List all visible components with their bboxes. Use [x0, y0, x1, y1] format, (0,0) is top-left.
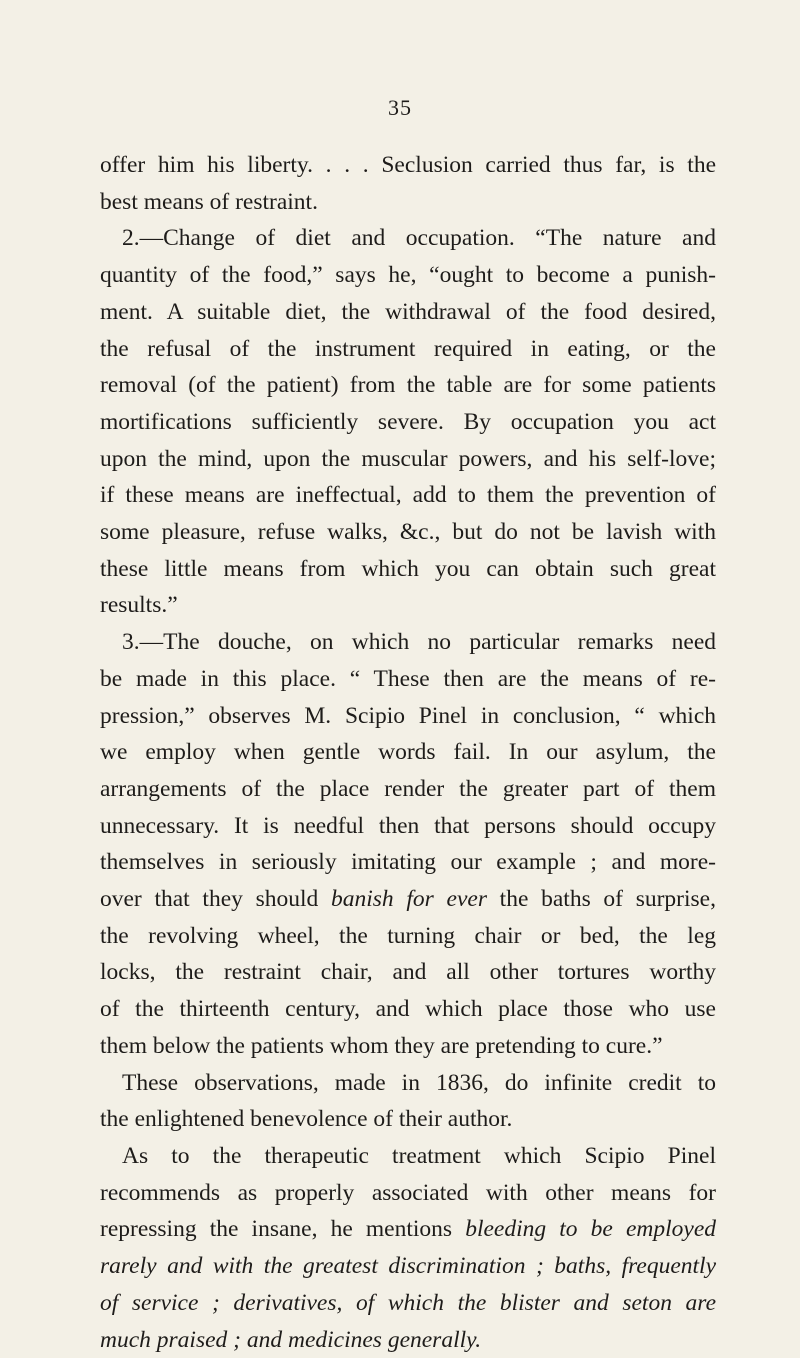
text-line: As to the therapeutic treatment which Scipio Pinel: [100, 1138, 716, 1175]
text-line: best means of restraint.: [100, 184, 716, 221]
page-number: 35: [0, 95, 800, 121]
text-line: themselves in seriously imitating our example ; and more-: [100, 844, 716, 881]
text-line: over that they should banish for ever the baths of surprise,: [100, 881, 716, 918]
text-line: These observations, made in 1836, do infinite credit to: [100, 1065, 716, 1102]
text-line: these little means from which you can obtain such great: [100, 551, 716, 588]
text-line: results.”: [100, 587, 716, 624]
text-line: upon the mind, upon the muscular powers, and his self-love;: [100, 441, 716, 478]
text-line: we employ when gentle words fail. In our asylum, the: [100, 734, 716, 771]
text-line: much praised ; and medicines generally.: [100, 1322, 716, 1358]
text-line: ment. A suitable diet, the withdrawal of the food desired,: [100, 294, 716, 331]
text-line: rarely and with the greatest discrimination ; baths, frequently: [100, 1248, 716, 1285]
text-line: unnecessary. It is needful then that persons should occupy: [100, 808, 716, 845]
page-body: [100, 147, 716, 1358]
text-line: arrangements of the place render the greater part of them: [100, 771, 716, 808]
text-line: removal (of the patient) from the table are for some patients: [100, 367, 716, 404]
text-line: 3.—The douche, on which no particular remarks need: [100, 624, 716, 661]
text-line: repressing the insane, he mentions bleeding to be employed: [100, 1211, 716, 1248]
text-line: if these means are ineffectual, add to them the prevention of: [100, 477, 716, 514]
text-line: some pleasure, refuse walks, &c., but do not be lavish with: [100, 514, 716, 551]
text-line: 2.—Change of diet and occupation. “The nature and: [100, 220, 716, 257]
text-line: the revolving wheel, the turning chair or bed, the leg: [100, 918, 716, 955]
text-line: the refusal of the instrument required in eating, or the: [100, 331, 716, 368]
text-line: of service ; derivatives, of which the blister and seton are: [100, 1285, 716, 1322]
text-line: locks, the restraint chair, and all other tortures worthy: [100, 954, 716, 991]
text-line: quantity of the food,” says he, “ought to become a punish-: [100, 257, 716, 294]
text-line: mortifications sufficiently severe. By occupation you act: [100, 404, 716, 441]
text-line: of the thirteenth century, and which place those who use: [100, 991, 716, 1028]
text-line: offer him his liberty. . . . Seclusion carried thus far, is the: [100, 147, 716, 184]
text-line: pression,” observes M. Scipio Pinel in conclusion, “ which: [100, 698, 716, 735]
text-line: be made in this place. “ These then are the means of re-: [100, 661, 716, 698]
text-line: the enlightened benevolence of their author.: [100, 1101, 716, 1138]
text-line: them below the patients whom they are pretending to cure.”: [100, 1028, 716, 1065]
text-line: recommends as properly associated with other means for: [100, 1175, 716, 1212]
